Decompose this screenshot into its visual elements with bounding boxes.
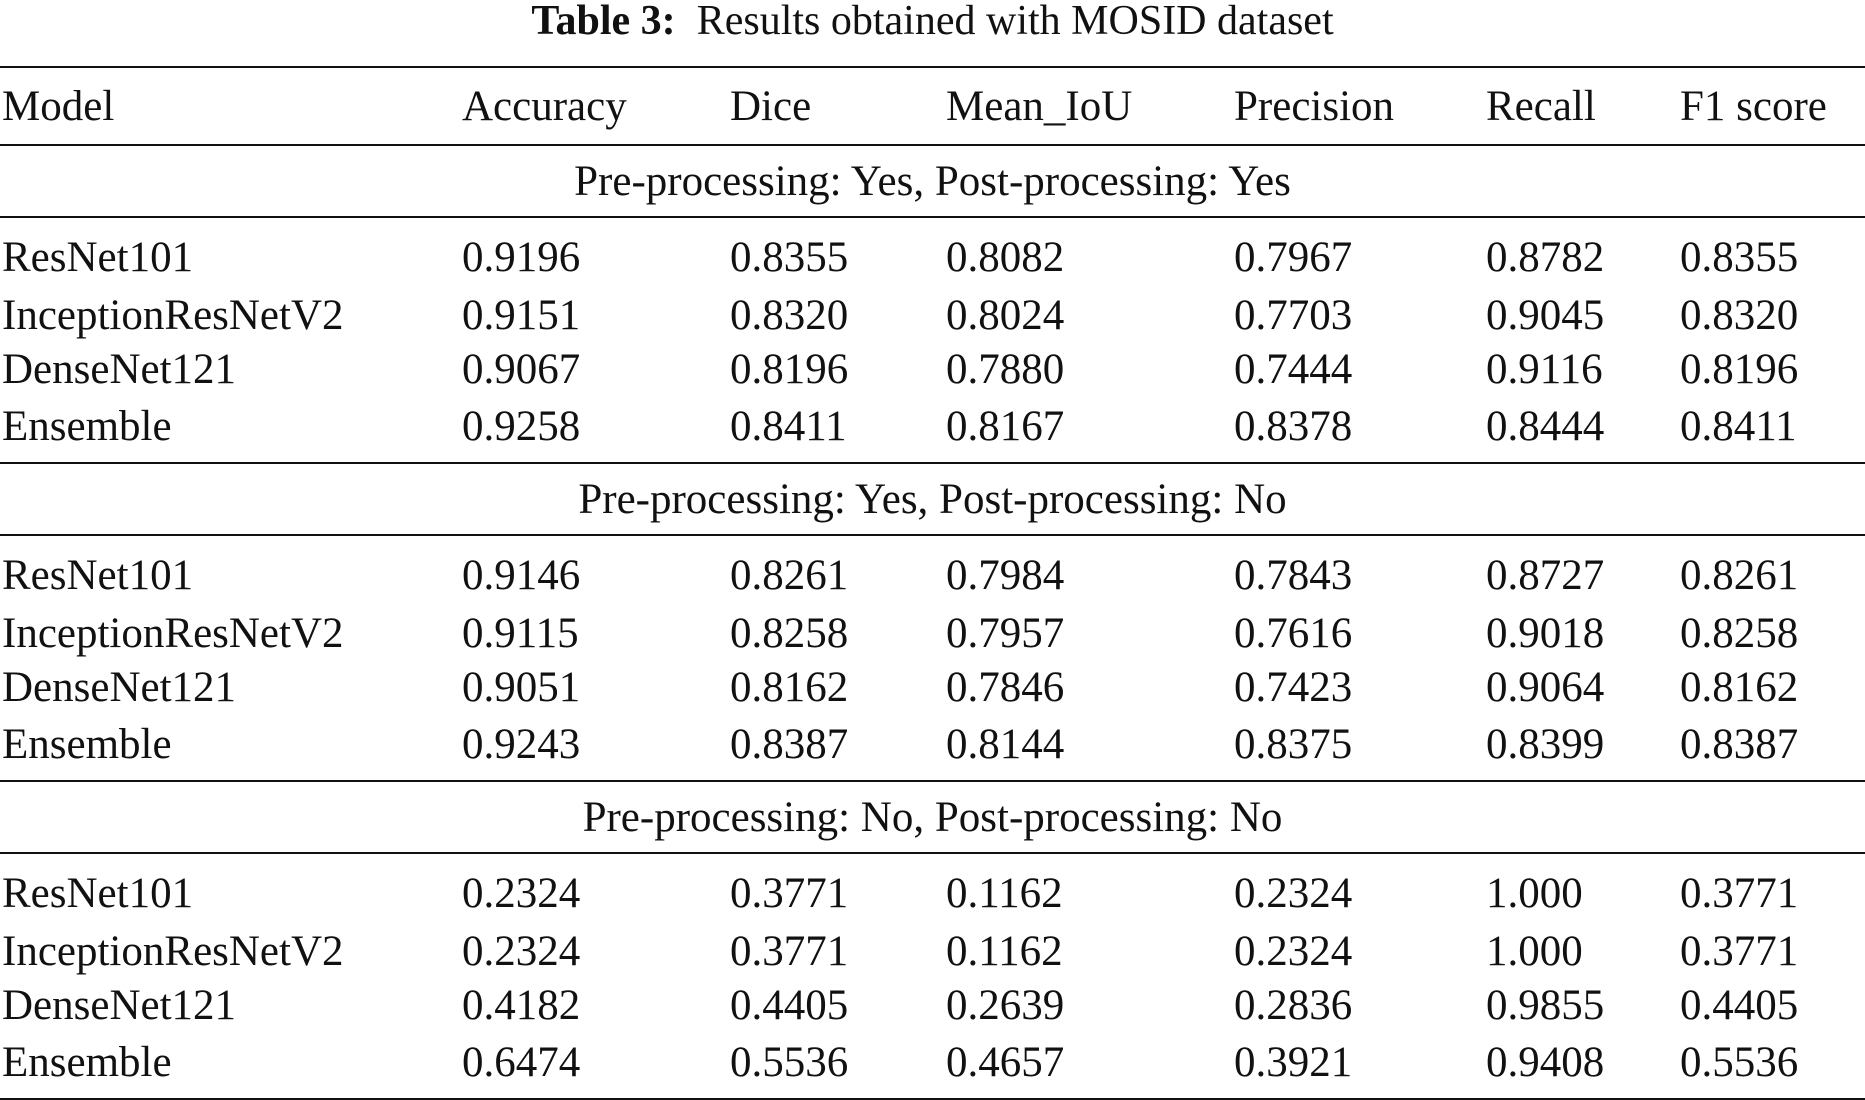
metric-cell: 0.1162 (946, 927, 1063, 975)
metric-cell: 0.4182 (462, 981, 581, 1029)
section-title: Pre-processing: Yes, Post-processing: Yes (0, 145, 1865, 217)
metric-cell: 0.8387 (1678, 714, 1865, 781)
metric-cell: 0.3771 (1680, 869, 1799, 917)
metric-cell: 0.5536 (728, 1032, 944, 1099)
model-name-cell: InceptionResNetV2 (2, 609, 344, 657)
table-row (0, 1032, 1865, 1099)
model-name-cell: Ensemble (0, 396, 460, 463)
model-name-cell: Ensemble (0, 714, 460, 781)
table-row (0, 978, 1865, 1032)
table-row (0, 853, 1865, 924)
table-row (0, 714, 1865, 781)
section-header-row (0, 463, 1865, 535)
metric-cell: 0.8411 (1678, 396, 1865, 463)
metric-cell: 0.8162 (730, 663, 849, 711)
metric-cell: 0.9067 (462, 345, 581, 393)
metric-cell: 0.8162 (1680, 663, 1799, 711)
model-name-cell: InceptionResNetV2 (2, 291, 344, 339)
caption-text: Results obtained with MOSID dataset (696, 0, 1334, 44)
metric-cell: 0.7843 (1234, 551, 1353, 599)
metric-cell: 0.3771 (730, 927, 849, 975)
metric-cell: 0.8444 (1484, 396, 1678, 463)
metric-cell: 0.8082 (946, 233, 1065, 281)
metric-cell: 0.9196 (462, 233, 581, 281)
metric-cell: 0.8258 (730, 609, 849, 657)
section-title: Pre-processing: Yes, Post-processing: No (0, 463, 1865, 535)
table-row (0, 606, 1865, 660)
table-row (0, 924, 1865, 978)
metric-cell: 0.2324 (462, 927, 581, 975)
metric-cell: 0.9855 (1486, 981, 1605, 1029)
metric-cell: 0.7423 (1234, 663, 1353, 711)
metric-cell: 0.4405 (730, 981, 849, 1029)
table-row (0, 288, 1865, 342)
metric-cell: 0.8196 (1680, 345, 1799, 393)
model-name-cell: ResNet101 (2, 869, 194, 917)
column-header: Precision (1232, 67, 1484, 145)
table-row (0, 535, 1865, 606)
table-row (0, 396, 1865, 463)
metric-cell: 0.2324 (462, 869, 581, 917)
metric-cell: 0.8355 (730, 233, 849, 281)
metric-cell: 0.8387 (728, 714, 944, 781)
metric-cell: 0.7984 (946, 551, 1065, 599)
model-name-cell: InceptionResNetV2 (2, 927, 344, 975)
metric-cell: 0.7846 (946, 663, 1065, 711)
metric-cell: 0.5536 (1678, 1032, 1865, 1099)
column-header: Dice (728, 67, 944, 145)
column-header: Accuracy (460, 67, 728, 145)
section-header-row (0, 145, 1865, 217)
model-name-cell: ResNet101 (2, 233, 194, 281)
metric-cell: 0.8196 (730, 345, 849, 393)
column-header: Recall (1484, 67, 1678, 145)
caption-label: Table 3: (531, 0, 676, 44)
results-table-container (0, 66, 1865, 1100)
metric-cell: 0.8411 (728, 396, 944, 463)
metric-cell: 0.9258 (460, 396, 728, 463)
metric-cell: 0.6474 (460, 1032, 728, 1099)
metric-cell: 0.7616 (1234, 609, 1353, 657)
metric-cell: 0.1162 (946, 869, 1063, 917)
metric-cell: 0.7967 (1234, 233, 1353, 281)
header-row (0, 67, 1865, 145)
model-name-cell: Ensemble (0, 1032, 460, 1099)
metric-cell: 0.8320 (1680, 291, 1799, 339)
metric-cell: 1.000 (1486, 927, 1583, 975)
metric-cell: 0.8727 (1486, 551, 1605, 599)
metric-cell: 0.2324 (1234, 927, 1353, 975)
table-row (0, 660, 1865, 714)
metric-cell: 0.7444 (1234, 345, 1353, 393)
metric-cell: 0.9146 (462, 551, 581, 599)
metric-cell: 0.8024 (946, 291, 1065, 339)
metric-cell: 0.3921 (1232, 1032, 1484, 1099)
metric-cell: 0.9408 (1484, 1032, 1678, 1099)
metric-cell: 0.9045 (1486, 291, 1605, 339)
table-row (0, 217, 1865, 288)
section-header-row (0, 781, 1865, 853)
column-header: F1 score (1678, 67, 1865, 145)
model-name-cell: DenseNet121 (2, 981, 237, 1029)
metric-cell: 0.8378 (1232, 396, 1484, 463)
metric-cell: 0.7880 (946, 345, 1065, 393)
metric-cell: 0.8399 (1484, 714, 1678, 781)
table-row (0, 342, 1865, 396)
metric-cell: 0.7957 (946, 609, 1065, 657)
table-caption (0, 0, 1865, 42)
metric-cell: 0.9243 (460, 714, 728, 781)
metric-cell: 0.9051 (462, 663, 581, 711)
metric-cell: 0.3771 (1680, 927, 1799, 975)
metric-cell: 0.8261 (730, 551, 849, 599)
metric-cell: 0.2639 (946, 981, 1065, 1029)
metric-cell: 0.9151 (462, 291, 581, 339)
metric-cell: 0.8258 (1680, 609, 1799, 657)
metric-cell: 0.7703 (1234, 291, 1353, 339)
metric-cell: 0.8167 (944, 396, 1232, 463)
model-name-cell: DenseNet121 (2, 345, 237, 393)
metric-cell: 0.4405 (1680, 981, 1799, 1029)
model-name-cell: DenseNet121 (2, 663, 237, 711)
results-table (0, 66, 1865, 1100)
column-header: Mean_IoU (944, 67, 1232, 145)
metric-cell: 0.8144 (944, 714, 1232, 781)
metric-cell: 0.4657 (944, 1032, 1232, 1099)
metric-cell: 0.8375 (1232, 714, 1484, 781)
metric-cell: 0.2324 (1234, 869, 1353, 917)
metric-cell: 0.9018 (1486, 609, 1605, 657)
metric-cell: 0.3771 (730, 869, 849, 917)
metric-cell: 0.2836 (1234, 981, 1353, 1029)
metric-cell: 1.000 (1486, 869, 1583, 917)
table-body (0, 145, 1865, 1099)
metric-cell: 0.9116 (1486, 345, 1603, 393)
metric-cell: 0.9115 (462, 609, 579, 657)
column-header: Model (0, 67, 460, 145)
metric-cell: 0.8355 (1680, 233, 1799, 281)
metric-cell: 0.8320 (730, 291, 849, 339)
metric-cell: 0.9064 (1486, 663, 1605, 711)
model-name-cell: ResNet101 (2, 551, 194, 599)
metric-cell: 0.8261 (1680, 551, 1799, 599)
metric-cell: 0.8782 (1486, 233, 1605, 281)
section-title: Pre-processing: No, Post-processing: No (0, 781, 1865, 853)
